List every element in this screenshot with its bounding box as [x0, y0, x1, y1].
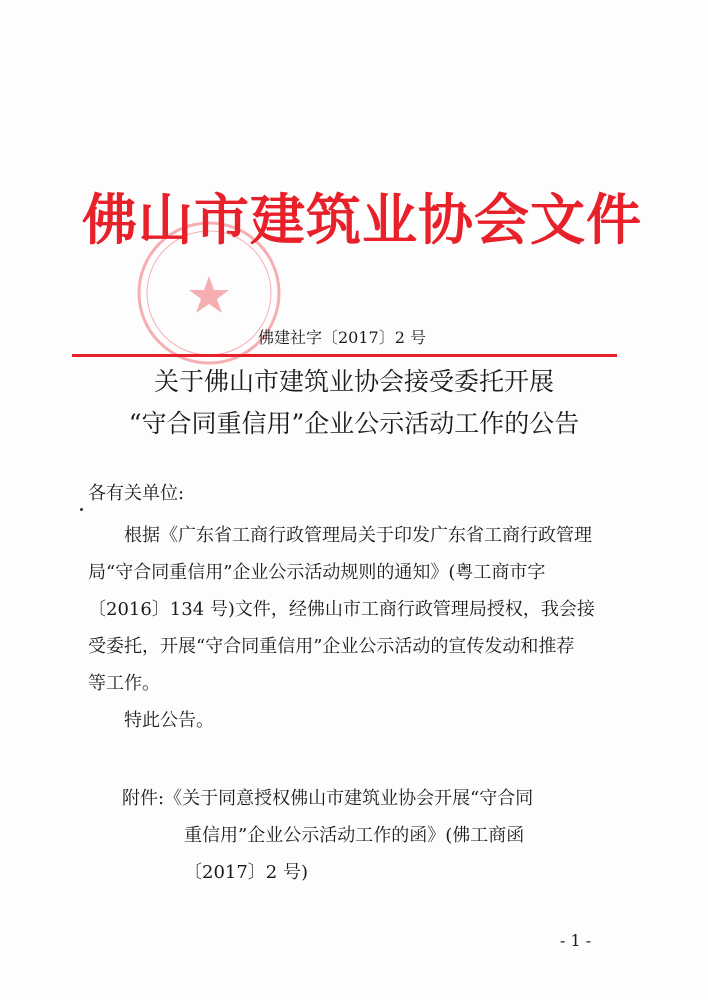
attachment-line: 附件:《关于同意授权佛山市建筑业协会开展“守合同 — [122, 788, 534, 809]
attachment-line: 重信用”企业公示活动工作的函》(佛工商函 — [184, 825, 525, 846]
closing-line: 特此公告。 — [124, 710, 214, 731]
page-number: - 1 - — [560, 931, 592, 950]
document-number: 佛建社字〔2017〕2 号 — [258, 328, 426, 347]
salutation: 各有关单位: — [88, 483, 185, 504]
document-title-line-1: 关于佛山市建筑业协会接受委托开展 — [153, 367, 554, 396]
body-paragraph-line: 局“守合同重信用”企业公示活动规则的通知》(粤工商市字 — [88, 562, 546, 583]
body-paragraph-line: 根据《广东省工商行政管理局关于印发广东省工商行政管理 — [124, 525, 592, 546]
org-header-title: 佛山市建筑业协会文件 — [82, 187, 643, 252]
scan-speck — [80, 508, 83, 511]
body-paragraph-line: 等工作。 — [88, 673, 160, 694]
header-red-rule — [72, 354, 617, 357]
attachment-line: 〔2017〕2 号) — [184, 862, 309, 883]
document-title-line-2: “守合同重信用”企业公示活动工作的公告 — [128, 409, 580, 438]
body-paragraph-line: 受委托，开展“守合同重信用”企业公示活动的宣传发动和推荐 — [88, 636, 575, 657]
body-paragraph-line: 〔2016〕134 号)文件，经佛山市工商行政管理局授权，我会接 — [88, 599, 595, 620]
